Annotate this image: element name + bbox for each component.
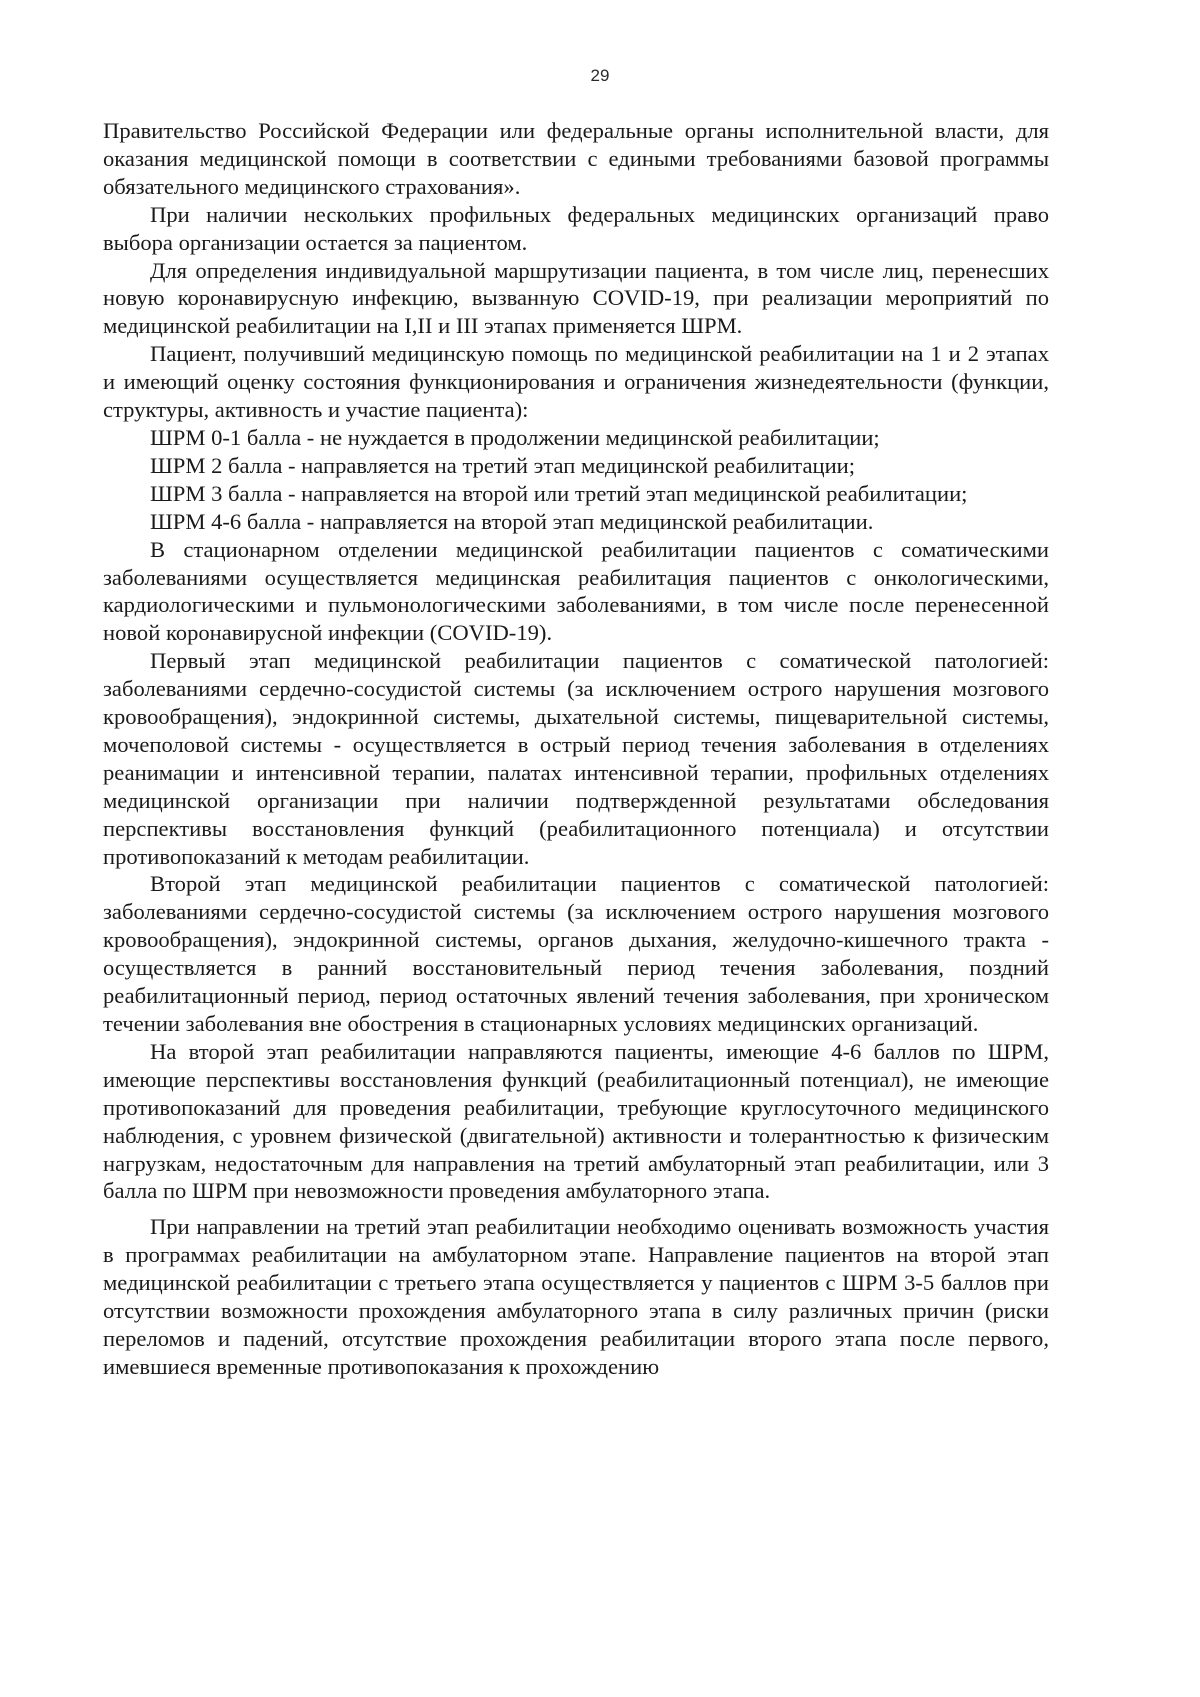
scale-item: ШРМ 4-6 балла - направляется на второй этап медицинской реабилитации. [150,508,874,534]
paragraph: Первый этап медицинской реабилитации пациентов с соматической патологией: заболеваниями сердечно-сосудистой системы (за исключением острого нарушения мозгового кровообращения), эндокринной системы, дыхательной системы, пищеварительной системы, мочеполовой системы - осуществляется в острый период течения заболевания в отделениях реанимации и интенсивной терапии, палатах интенсивной терапии, профильных отделениях медицинской организации при наличии подтвержденной результатами обследования перспективы восстановления функций (реабилитационного потенциала) и отсутствии противопоказаний к методам реабилитации. [103,648,1049,869]
paragraph: На второй этап реабилитации направляются пациенты, имеющие 4-6 баллов по ШРМ, имеющие перспективы восстановления функций (реабилитационный потенциал), не имеющие противопоказаний для проведения реабилитации, требующие круглосуточного медицинского наблюдения, с уровнем физической (двигательной) активности и толерантностью к физическим нагрузкам, недостаточным для направления на третий амбулаторный этап реабилитации, или 3 балла по ШРМ при невозможности проведения амбулаторного этапа. [103,1038,1049,1204]
paragraph: При направлении на третий этап реабилитации необходимо оценивать возможность участия в программах реабилитации на амбулаторном этапе. Направление пациентов на второй этап медицинской реабилитации с третьего этапа осуществляется у пациентов с ШРМ 3-5 баллов при отсутствии возможности прохождения амбулаторного этапа в силу различных причин (риски переломов и падений, отсутствие прохождения реабилитации второго этапа после первого, имевшиеся временные противопоказания к прохождению [103,1214,1049,1379]
paragraph: Второй этап медицинской реабилитации пациентов с соматической патологией: заболеваниями сердечно-сосудистой системы (за исключением острого нарушения мозгового кровообращения), эндокринной системы, органов дыхания, желудочно-кишечного тракта - осуществляется в ранний восстановительный период течения заболевания, поздний реабилитационный период, период остаточных явлений течения заболевания, при хроническом течении заболевания вне обострения в стационарных условиях медицинских организаций. [103,871,1049,1036]
page-number: 29 [590,66,610,85]
scale-item: ШРМ 0-1 балла - не нуждается в продолжении медицинской реабилитации; [150,424,880,450]
paragraph: Для определения индивидуальной маршрутизации пациента, в том числе лиц, перенесших новую коронавирусную инфекцию, вызванную COVID-19, при реализации мероприятий по медицинской реабилитации на I,II и III этапах применяется ШРМ. [103,257,1049,339]
paragraph: При наличии нескольких профильных федеральных медицинских организаций право выбора организации остается за пациентом. [103,201,1049,255]
paragraph: В стационарном отделении медицинской реабилитации пациентов с соматическими заболеваниями осуществляется медицинская реабилитация пациентов с онкологическими, кардиологическими и пульмонологическими заболеваниями, в том числе после перенесенной новой коронавирусной инфекции (COVID-19). [103,536,1049,646]
scale-item: ШРМ 3 балла - направляется на второй или третий этап медицинской реабилитации; [150,480,968,506]
document-body [103,117,1049,1381]
scale-item: ШРМ 2 балла - направляется на третий этап медицинской реабилитации; [150,452,856,478]
paragraph: Пациент, получивший медицинскую помощь по медицинской реабилитации на 1 и 2 этапах и имеющий оценку состояния функционирования и ограничения жизнедеятельности (функции, структуры, активность и участие пациента): [103,341,1049,423]
paragraph: Правительство Российской Федерации или федеральные органы исполнительной власти, для оказания медицинской помощи в соответствии с едиными требованиями базовой программы обязательного медицинского страхования». [103,118,1049,199]
